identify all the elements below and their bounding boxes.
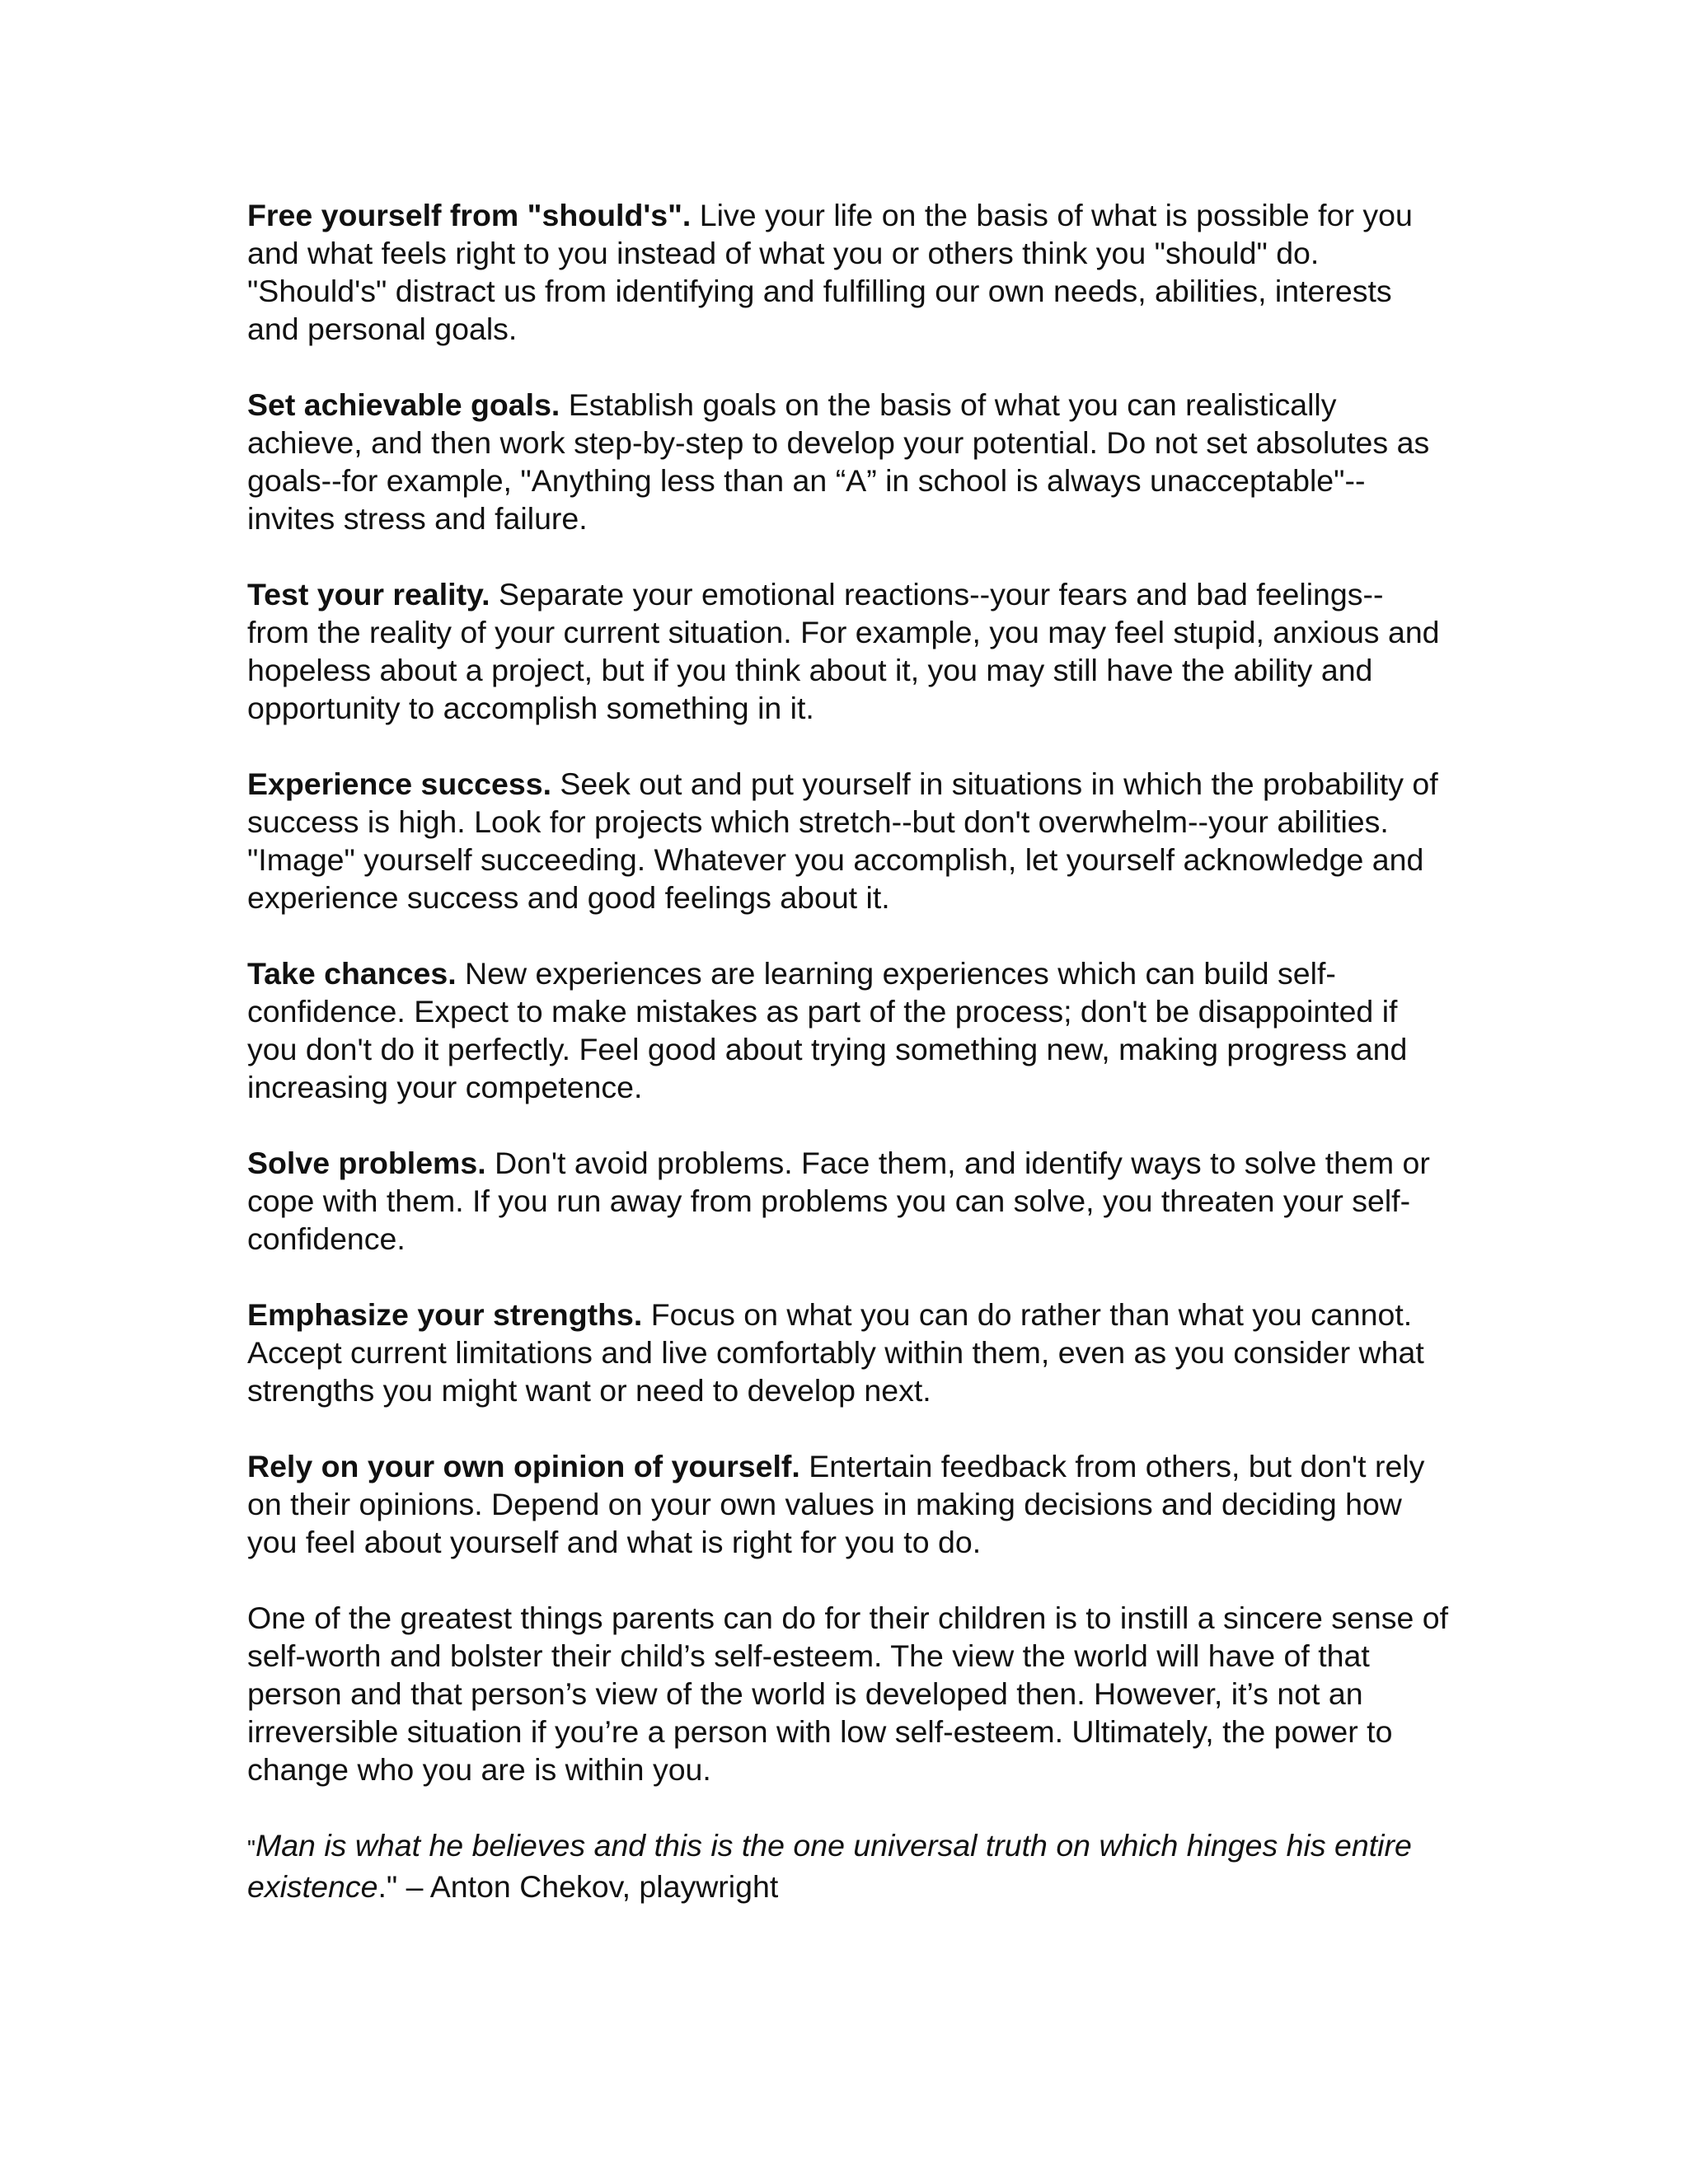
closing-paragraph: One of the greatest things parents can do for their children is to instill a sincere sense of self-worth and bolster their child’s self-esteem. The view the world will have of that person and that person’s view of the world is developed then. However, it’s not an irreversible situation if you’re a person with low self-esteem. Ultimately, the power to change who you are is within you. — [247, 1601, 1449, 1787]
quote-text: Man is what he believes and this is the one universal truth on which hinges his entire existence — [247, 1828, 1412, 1904]
tip-paragraph-take-chances — [247, 954, 1451, 1106]
tip-body: Don't avoid problems. Face them, and identify ways to solve them or cope with them. If you run away from problems you can solve, you threaten your self-confidence. — [247, 1146, 1430, 1256]
tip-heading: Experience success. — [247, 766, 551, 801]
tip-heading: Take chances. — [247, 956, 457, 991]
tip-body: Focus on what you can do rather than what you cannot. Accept current limitations and live comfortably within them, even as you consider what strengths you might want or need to develop next. — [247, 1297, 1424, 1408]
tip-paragraph-emphasize-strengths — [247, 1296, 1451, 1409]
tip-heading: Emphasize your strengths. — [247, 1297, 643, 1332]
tip-heading: Solve problems. — [247, 1146, 486, 1180]
tip-heading: Test your reality. — [247, 577, 490, 612]
tip-paragraph-test-reality — [247, 575, 1451, 727]
tip-body: Separate your emotional reactions--your fears and bad feelings-- from the reality of your current situation. For example, you may feel stupid, anxious and hopeless about a project, but if you think about it, you may still have the ability and opportunity to accomplish something in it. — [247, 577, 1440, 725]
tip-body: Entertain feedback from others, but don't rely on their opinions. Depend on your own values in making decisions and deciding how you feel about yourself and what is right for you to do. — [247, 1449, 1425, 1559]
tip-body: New experiences are learning experiences which can build self-confidence. Expect to make mistakes as part of the process; don't be disappointed if you don't do it perfectly. Feel good about trying something new, making progress and increasing your competence. — [247, 956, 1408, 1104]
tip-paragraph-achievable-goals — [247, 386, 1451, 537]
tip-paragraph-experience-success — [247, 765, 1451, 916]
tip-body: Establish goals on the basis of what you can realistically achieve, and then work step-by-step to develop your potential. Do not set absolutes as goals--for example, "Anything less than an “A” in school is always unacceptable"--invites stress and failure. — [247, 387, 1430, 536]
tip-body: Live your life on the basis of what is possible for you and what feels right to you instead of what you or others think you "should" do. "Should's" distract us from identifying and fulfilling our own needs, abilities, interests and personal goals. — [247, 198, 1413, 346]
tip-heading: Set achievable goals. — [247, 387, 560, 422]
quote-attribution: ." – Anton Chekov, playwright — [377, 1869, 779, 1904]
document-body — [247, 196, 1451, 1905]
tip-body: Seek out and put yourself in situations in which the probability of success is high. Look for projects which stretch--but don't overwhelm--your abilities. "Image" yourself succeeding. Whatever you accomplish, let yourself acknowledge and experience success and good feelings about it. — [247, 766, 1438, 915]
tip-heading: Rely on your own opinion of yourself. — [247, 1449, 800, 1483]
quote-open-mark: " — [247, 1835, 256, 1861]
tip-heading: Free yourself from "should's". — [247, 198, 692, 232]
tip-paragraph-solve-problems — [247, 1144, 1451, 1258]
tip-paragraph-free-yourself — [247, 196, 1451, 348]
closing-quote — [247, 1826, 1451, 1905]
tip-paragraph-rely-on-own-opinion — [247, 1447, 1451, 1561]
